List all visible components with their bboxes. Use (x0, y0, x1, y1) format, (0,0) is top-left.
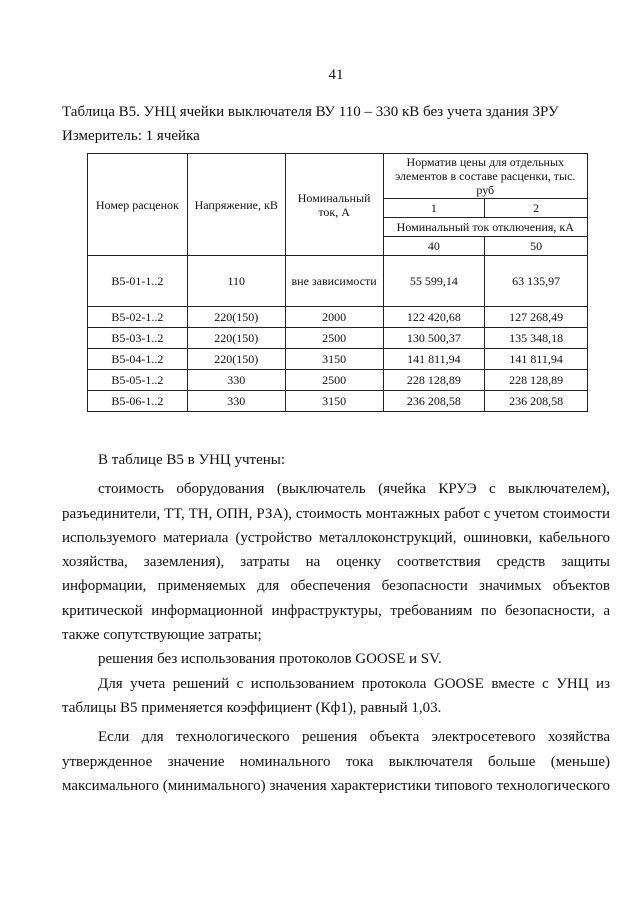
body-text (62, 448, 610, 798)
cell-current: 2000 (285, 307, 383, 328)
cell-code: В5-06-1..2 (88, 391, 188, 412)
cell-current: 2500 (285, 370, 383, 391)
cell-voltage: 330 (187, 370, 285, 391)
cell-code: В5-03-1..2 (88, 328, 188, 349)
cell-price-2: 135 348,18 (485, 328, 588, 349)
paragraph-included: В таблице В5 в УНЦ учтены: (98, 452, 286, 468)
price-table (87, 153, 588, 412)
cell-price-2: 63 135,97 (485, 256, 588, 307)
cell-code: В5-04-1..2 (88, 349, 188, 370)
cell-price-1: 141 811,94 (383, 349, 485, 370)
header-current: Номинальный ток, А (285, 154, 383, 256)
table-row (88, 256, 588, 307)
paragraph-cost: стоимость оборудования (выключатель (ячейка КРУЭ с выключателем), разъединители, ТТ, ТН, ОПН, РЗА), стоимость монтажных работ с учетом стоимости используемого материала (устройство металлоконструкций, ошиновки, кабельного хозяйства, заземления), затраты на оценку соответствия средств защиты информации, применяемых для обеспечения безопасности значимых объектов критической информационной инфраструктуры, требованиям по безопасности, а также сопутствующие затраты; (62, 481, 610, 644)
header-col-1: 1 (383, 199, 485, 218)
paragraph-goose-coef: Для учета решений с использованием протокола GOOSE вместе с УНЦ из таблицы В5 применяется коэффициент (Кф1), равный 1,03. (62, 675, 610, 716)
cell-current: 3150 (285, 349, 383, 370)
cell-voltage: 220(150) (187, 328, 285, 349)
cell-price-1: 122 420,68 (383, 307, 485, 328)
header-col-2: 2 (485, 199, 588, 218)
cell-voltage: 220(150) (187, 349, 285, 370)
table-row (88, 349, 588, 370)
header-code: Номер расценок (88, 154, 188, 256)
header-breaking-50: 50 (485, 237, 588, 256)
table-row (88, 370, 588, 391)
page-number: 41 (328, 67, 344, 83)
paragraph-if: Если для технологического решения объекта электросетевого хозяйства утвержденное значение номинального тока выключателя больше (меньше) максимального (минимального) значения характеристики типового технологического (62, 729, 610, 794)
cell-price-2: 228 128,89 (485, 370, 588, 391)
cell-code: В5-05-1..2 (88, 370, 188, 391)
cell-price-2: 127 268,49 (485, 307, 588, 328)
header-breaking: Номинальный ток отключения, кА (383, 218, 587, 237)
cell-price-1: 228 128,89 (383, 370, 485, 391)
table-row (88, 391, 588, 412)
table-row (88, 328, 588, 349)
cell-code: В5-02-1..2 (88, 307, 188, 328)
cell-voltage: 330 (187, 391, 285, 412)
cell-price-1: 55 599,14 (383, 256, 485, 307)
table-title: Таблица В5. УНЦ ячейки выключателя ВУ 110 – 330 кВ без учета здания ЗРУ (62, 104, 559, 120)
cell-current: 3150 (285, 391, 383, 412)
cell-code: В5-01-1..2 (88, 256, 188, 307)
header-norm: Норматив цены для отдельных элементов в составе расценки, тыс. руб (383, 154, 587, 199)
table-row (88, 307, 588, 328)
cell-current: 2500 (285, 328, 383, 349)
cell-price-1: 130 500,37 (383, 328, 485, 349)
header-breaking-40: 40 (383, 237, 485, 256)
cell-price-2: 236 208,58 (485, 391, 588, 412)
paragraph-no-goose: решения без использования протоколов GOOSE и SV. (98, 651, 442, 668)
table-unit: Измеритель: 1 ячейка (62, 128, 200, 144)
cell-voltage: 110 (187, 256, 285, 307)
cell-current: вне зависимости (285, 256, 383, 307)
cell-price-2: 141 811,94 (485, 349, 588, 370)
cell-price-1: 236 208,58 (383, 391, 485, 412)
header-voltage: Напряжение, кВ (187, 154, 285, 256)
cell-voltage: 220(150) (187, 307, 285, 328)
